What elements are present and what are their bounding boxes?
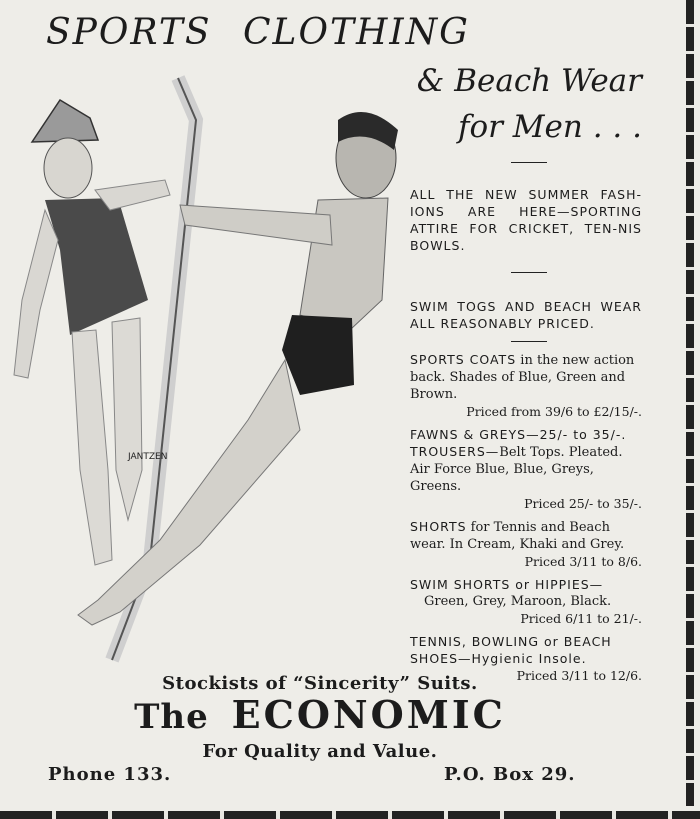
trousers-section xyxy=(410,443,642,512)
swim-shorts-price: Priced 6/11 to 21/-. xyxy=(520,611,642,626)
po-box: P.O. Box 29. xyxy=(444,764,576,785)
divider-line xyxy=(511,162,547,163)
phone-number: Phone 133. xyxy=(48,764,172,785)
sports-coats-heading: SPORTS COATS xyxy=(410,352,517,367)
trousers-text: Belt Tops. Pleated. Air Force Blue, Blue, Greys, Greens. xyxy=(410,445,623,494)
fawns-greys-heading: FAWNS & GREYS—25/- to 35/-. xyxy=(410,427,627,442)
trousers-price: Priced 25/- to 35/-. xyxy=(524,496,642,511)
swim-shorts-text: Green, Grey, Maroon, Black. xyxy=(424,594,612,609)
swim-togs-section xyxy=(410,298,642,332)
shorts-text: for Tennis and Beach wear. In Cream, Khaki and Grey. xyxy=(410,520,625,552)
swim-shorts-heading: SWIM SHORTS or HIPPIES— xyxy=(410,577,604,592)
swim-shorts-section xyxy=(410,576,642,627)
sports-coats-price: Priced from 39/6 to £2/15/-. xyxy=(466,404,642,419)
trousers-heading: TROUSERS— xyxy=(410,444,500,459)
summer-fashions-section xyxy=(410,186,642,254)
woman-figure xyxy=(14,100,170,565)
shoes-price: Priced 3/11 to 12/6. xyxy=(516,668,642,683)
swim-togs-text: SWIM TOGS AND BEACH WEAR ALL REASONABLY PRICED. xyxy=(410,299,642,331)
sports-coats-text: in the new action back. Shades of Blue, Green and Brown. xyxy=(410,353,635,402)
sports-coats-section xyxy=(410,351,642,420)
subtitle-line-1: & Beach Wear xyxy=(416,63,642,99)
fawns-greys-section xyxy=(410,426,642,443)
tagline: For Quality and Value. xyxy=(202,741,438,762)
shorts-price: Priced 3/11 to 8/6. xyxy=(524,554,642,569)
shoes-heading: TENNIS, BOWLING or BEACH SHOES—Hygienic Insole. xyxy=(410,634,612,666)
headline-subtitle xyxy=(412,58,642,150)
column-rule-right xyxy=(686,0,694,806)
shorts-section xyxy=(410,518,642,570)
column-rule-bottom xyxy=(0,811,700,819)
shop-name xyxy=(0,692,640,737)
stockists-line: Stockists of “Sincerity” Suits. xyxy=(162,673,478,694)
shorts-heading: SHORTS xyxy=(410,519,467,534)
headline-title: SPORTS CLOTHING xyxy=(46,12,470,53)
swimwear-illustration xyxy=(0,60,410,670)
summer-fashions-text: ALL THE NEW SUMMER FASH-IONS ARE HERE—SPORTING ATTIRE FOR CRICKET, TEN-NIS BOWLS. xyxy=(410,187,642,253)
shop-name-main: ECONOMIC xyxy=(231,692,506,737)
product-list xyxy=(410,186,642,684)
jantzen-label: JANTZEN xyxy=(128,452,168,462)
shop-name-article: The xyxy=(134,697,209,737)
divider-line xyxy=(511,341,547,342)
subtitle-line-2: for Men . . . xyxy=(458,109,642,145)
